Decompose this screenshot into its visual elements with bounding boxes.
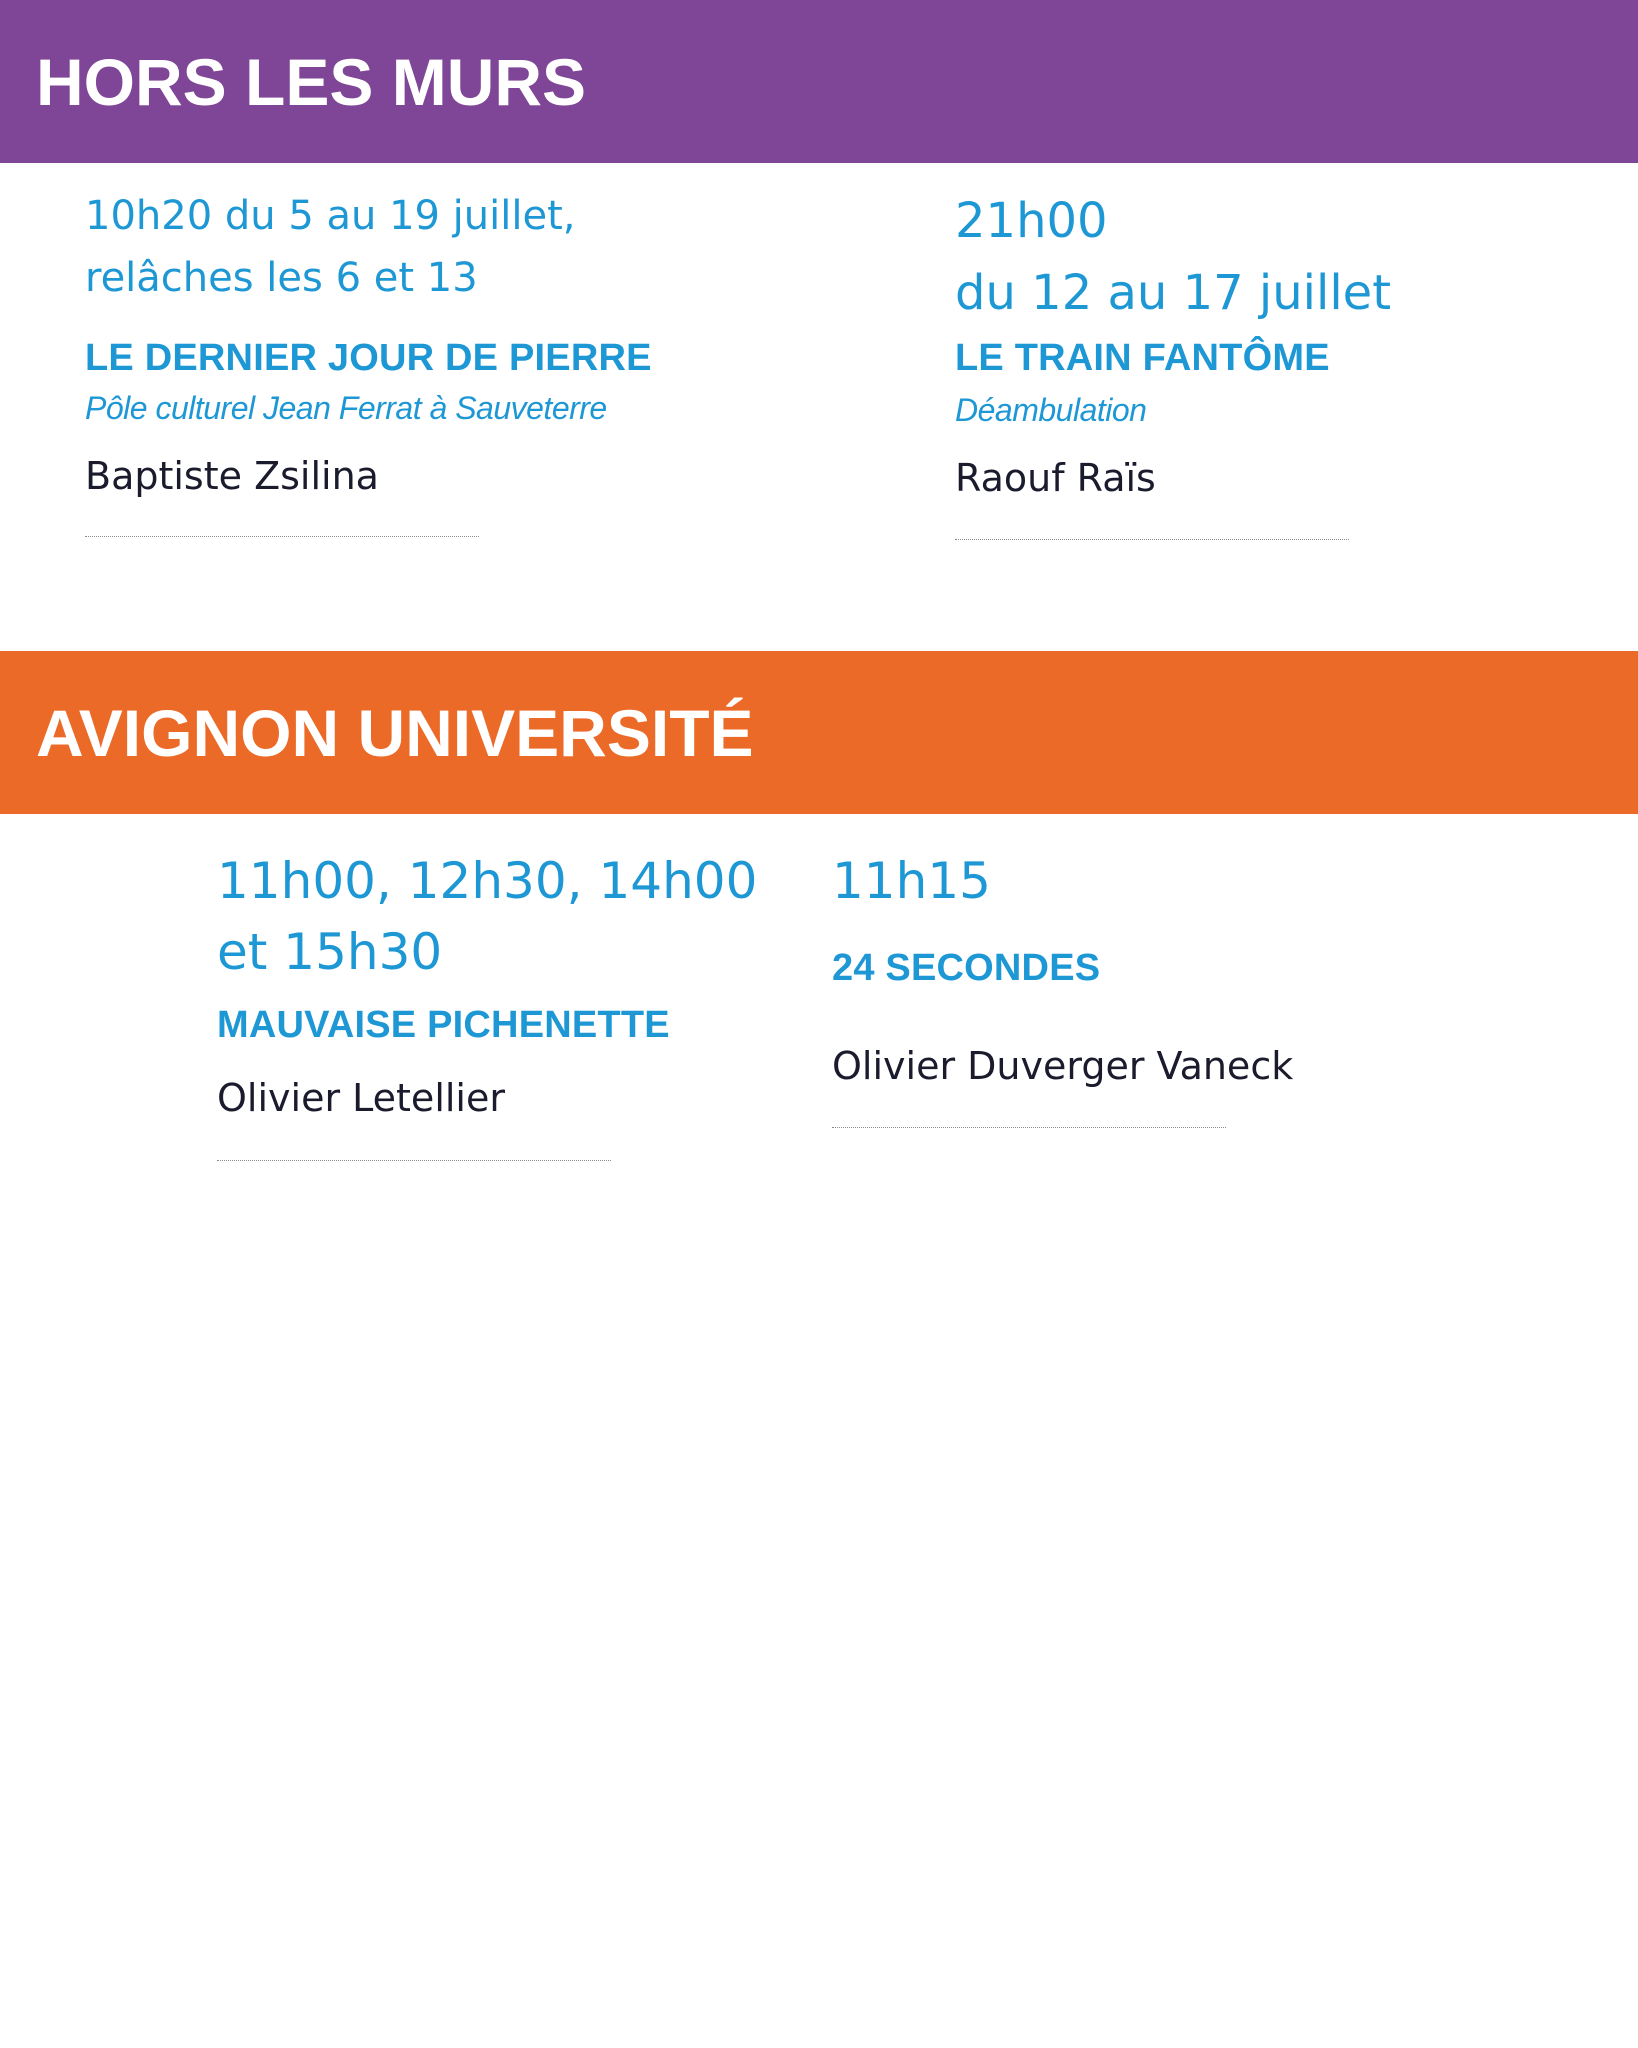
event-time-line2: du 12 au 17 juillet bbox=[955, 265, 1392, 321]
event-venue: Déambulation bbox=[955, 392, 1147, 428]
event-title: 24 SECONDES bbox=[832, 947, 1101, 989]
event-artist: Olivier Duverger Vaneck bbox=[832, 1044, 1294, 1088]
event-divider bbox=[832, 1127, 1226, 1128]
event-artist: Olivier Letellier bbox=[217, 1076, 505, 1120]
event-card-24-secondes bbox=[832, 0, 1432, 1200]
event-time-line2: et 15h30 bbox=[217, 923, 443, 981]
section-heading: HORS LES MURS bbox=[36, 44, 587, 119]
event-venue: Pôle culturel Jean Ferrat à Sauveterre bbox=[85, 390, 607, 426]
event-time-line1: 10h20 du 5 au 19 juillet, bbox=[85, 193, 576, 239]
event-time-line1: 11h15 bbox=[832, 852, 991, 910]
event-divider bbox=[217, 1160, 611, 1161]
event-title: LE DERNIER JOUR DE PIERRE bbox=[85, 337, 652, 379]
section-heading: AVIGNON UNIVERSITÉ bbox=[36, 695, 754, 770]
event-artist: Raouf Raïs bbox=[955, 456, 1156, 500]
event-title: LE TRAIN FANTÔME bbox=[955, 337, 1330, 379]
event-time-line2: relâches les 6 et 13 bbox=[85, 255, 478, 301]
event-title: MAUVAISE PICHENETTE bbox=[217, 1004, 670, 1046]
event-artist: Baptiste Zsilina bbox=[85, 454, 379, 498]
event-time-line1: 11h00, 12h30, 14h00 bbox=[217, 852, 758, 910]
event-card-mauvaise-pichenette bbox=[217, 0, 777, 1200]
event-time-line1: 21h00 bbox=[955, 193, 1108, 249]
